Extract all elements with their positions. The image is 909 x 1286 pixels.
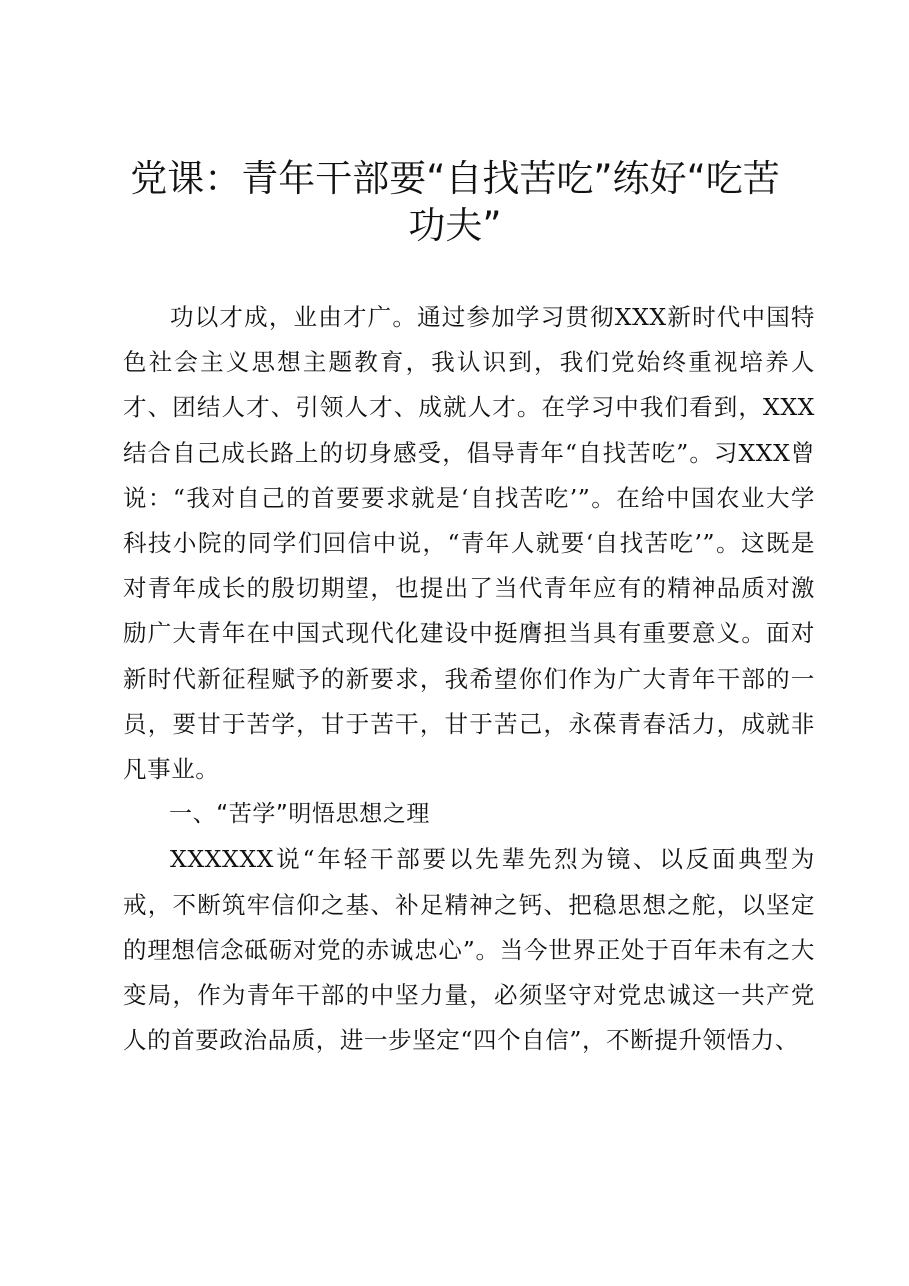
document-body (123, 295, 815, 1063)
document-title: 党课：青年干部要“自找苦吃”练好“吃苦功夫” (130, 157, 780, 247)
section-heading: 一、“苦学”明悟思想之理 (169, 801, 431, 828)
section-paragraph: XXXXXX说“年轻干部要以先辈先烈为镜、以反面典型为戒，不断筑牢信仰之基、补足精神之钙、把稳思想之舵，以坚定的理想信念砥砺对党的赤诚忠心”。当今世界正处于百年未有之大变局，作为青年干部的中坚力量，必须坚守对党忠诚这一共产党人的首要政治品质，进一步坚定“四个自信”，不断提升领悟力、 (123, 845, 815, 1055)
intro-paragraph: 功以才成，业由才广。通过参加学习贯彻XXX新时代中国特色社会主义思想主题教育，我认识到，我们党始终重视培养人才、团结人才、引领人才、成就人才。在学习中我们看到，XXX结合自己成长路上的切身感受，倡导青年“自找苦吃”。习XXX曾说：“我对自己的首要要求就是‘自找苦吃’”。在给中国农业大学科技小院的同学们回信中说，“青年人就要‘自找苦吃’”。这既是对青年成长的殷切期望，也提出了当代青年应有的精神品质对激励广大青年在中国式现代化建设中挺膺担当具有重要意义。面对新时代新征程赋予的新要求，我希望你们作为广大青年干部的一员，要甘于苦学，甘于苦干，甘于苦己，永葆青春活力，成就非凡事业。 (123, 303, 815, 784)
